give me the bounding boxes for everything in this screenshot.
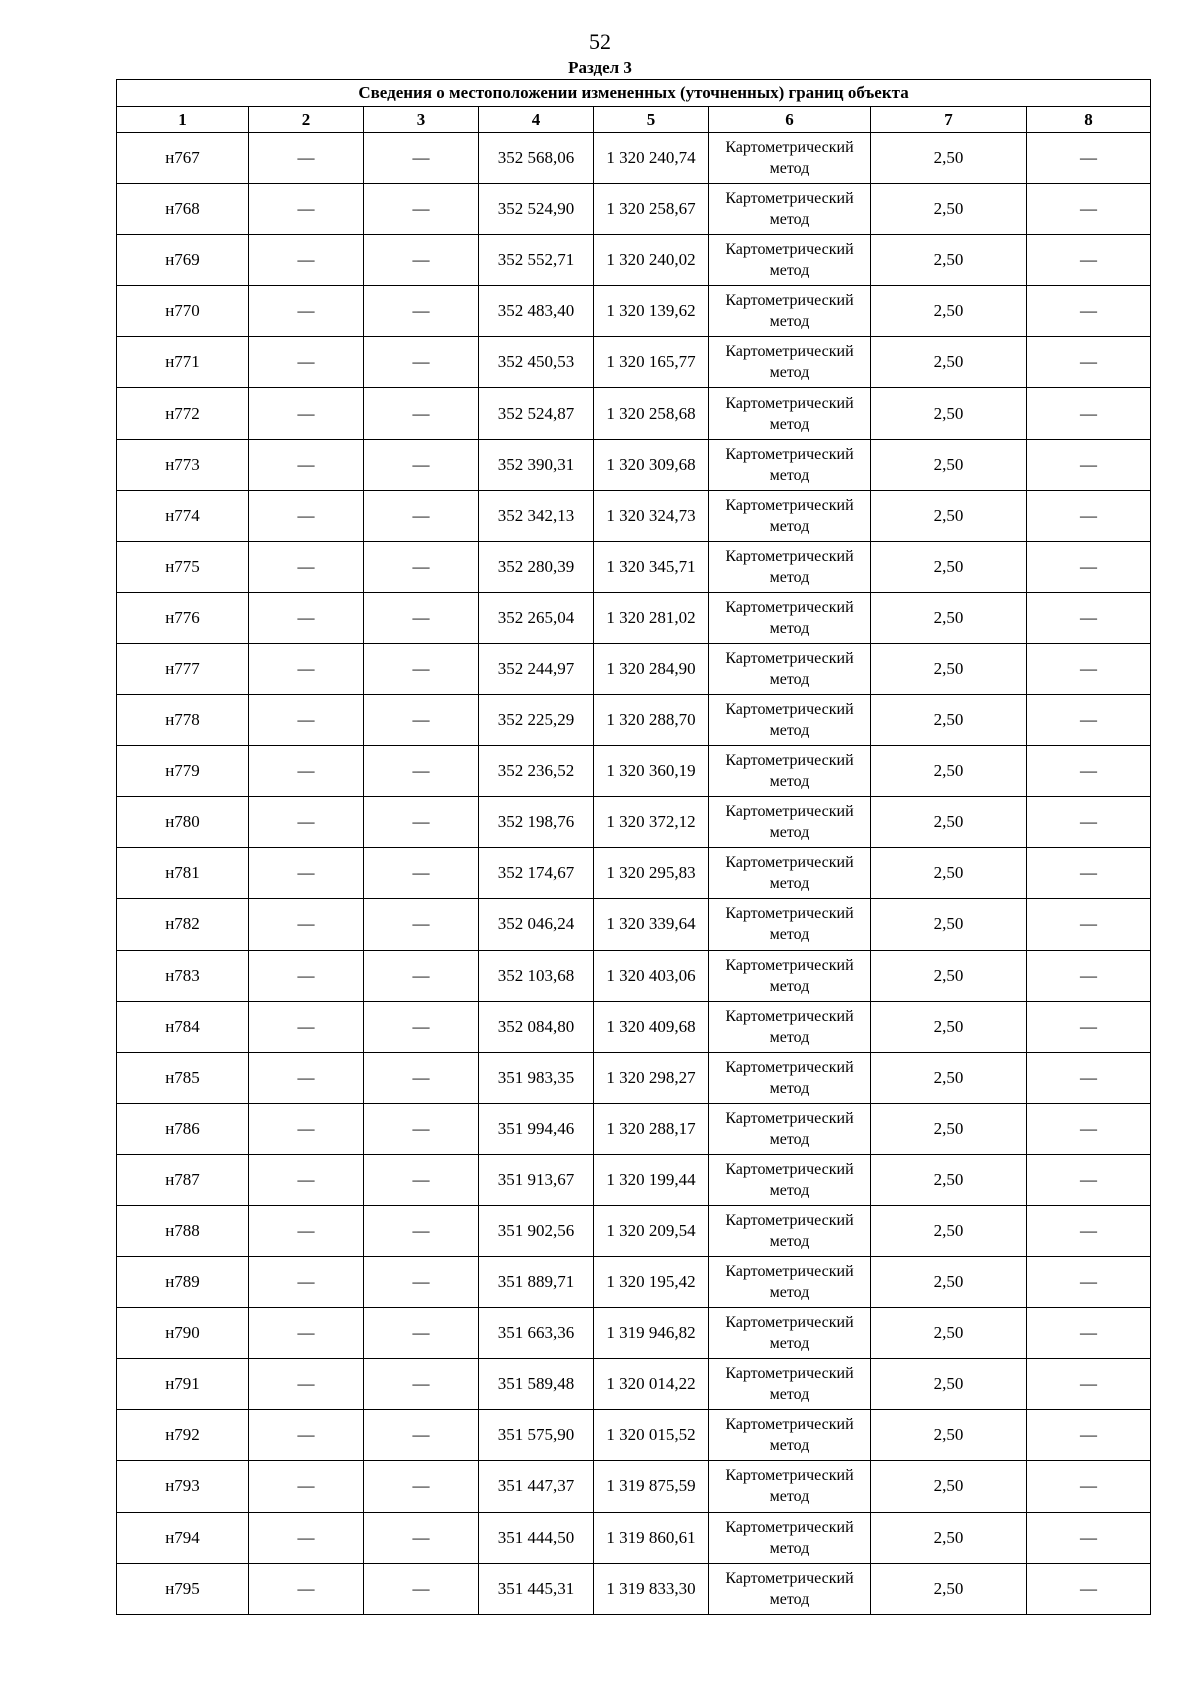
point-id-cell: н793: [117, 1461, 249, 1512]
method-cell: Картометрический метод: [709, 899, 871, 950]
column-2-cell: —: [249, 1052, 364, 1103]
column-3-cell: —: [364, 1563, 479, 1614]
y-coordinate-cell: 1 320 288,70: [594, 695, 709, 746]
method-cell: Картометрический метод: [709, 1205, 871, 1256]
y-coordinate-cell: 1 319 946,82: [594, 1308, 709, 1359]
x-coordinate-cell: 352 103,68: [479, 950, 594, 1001]
column-2-cell: —: [249, 746, 364, 797]
table-row: [117, 337, 1151, 388]
accuracy-cell: 2,50: [871, 950, 1027, 1001]
x-coordinate-cell: 352 174,67: [479, 848, 594, 899]
column-3-cell: —: [364, 1154, 479, 1205]
x-coordinate-cell: 351 994,46: [479, 1103, 594, 1154]
method-cell: Картометрический метод: [709, 695, 871, 746]
y-coordinate-cell: 1 320 240,02: [594, 235, 709, 286]
x-coordinate-cell: 351 444,50: [479, 1512, 594, 1563]
table-row: [117, 1461, 1151, 1512]
column-2-cell: —: [249, 592, 364, 643]
x-coordinate-cell: 352 552,71: [479, 235, 594, 286]
column-8-cell: —: [1027, 1052, 1151, 1103]
method-cell: Картометрический метод: [709, 592, 871, 643]
table-row: [117, 1154, 1151, 1205]
column-8-cell: —: [1027, 1205, 1151, 1256]
table-row: [117, 746, 1151, 797]
x-coordinate-cell: 352 524,87: [479, 388, 594, 439]
y-coordinate-cell: 1 320 014,22: [594, 1359, 709, 1410]
method-cell: Картометрический метод: [709, 1359, 871, 1410]
column-3-cell: —: [364, 950, 479, 1001]
point-id-cell: н775: [117, 541, 249, 592]
method-cell: Картометрический метод: [709, 541, 871, 592]
y-coordinate-cell: 1 320 288,17: [594, 1103, 709, 1154]
accuracy-cell: 2,50: [871, 1461, 1027, 1512]
accuracy-cell: 2,50: [871, 695, 1027, 746]
table-row: [117, 950, 1151, 1001]
column-2-cell: —: [249, 1257, 364, 1308]
point-id-cell: н779: [117, 746, 249, 797]
accuracy-cell: 2,50: [871, 1359, 1027, 1410]
method-cell: Картометрический метод: [709, 388, 871, 439]
accuracy-cell: 2,50: [871, 235, 1027, 286]
x-coordinate-cell: 352 390,31: [479, 439, 594, 490]
accuracy-cell: 2,50: [871, 592, 1027, 643]
accuracy-cell: 2,50: [871, 388, 1027, 439]
column-3-cell: —: [364, 235, 479, 286]
column-8-cell: —: [1027, 337, 1151, 388]
x-coordinate-cell: 352 568,06: [479, 133, 594, 184]
x-coordinate-cell: 351 575,90: [479, 1410, 594, 1461]
x-coordinate-cell: 352 450,53: [479, 337, 594, 388]
point-id-cell: н782: [117, 899, 249, 950]
section-title: Раздел 3: [568, 58, 632, 77]
point-id-cell: н773: [117, 439, 249, 490]
table-row: [117, 1512, 1151, 1563]
y-coordinate-cell: 1 320 345,71: [594, 541, 709, 592]
method-cell: Картометрический метод: [709, 1052, 871, 1103]
method-cell: Картометрический метод: [709, 643, 871, 694]
table-row: [117, 797, 1151, 848]
table-row: [117, 1001, 1151, 1052]
column-number-row: [117, 107, 1151, 133]
point-id-cell: н784: [117, 1001, 249, 1052]
point-id-cell: н769: [117, 235, 249, 286]
method-cell: Картометрический метод: [709, 1512, 871, 1563]
column-2-cell: —: [249, 184, 364, 235]
x-coordinate-cell: 352 244,97: [479, 643, 594, 694]
column-8-cell: —: [1027, 286, 1151, 337]
table-row: [117, 1052, 1151, 1103]
accuracy-cell: 2,50: [871, 133, 1027, 184]
method-cell: Картометрический метод: [709, 184, 871, 235]
y-coordinate-cell: 1 320 298,27: [594, 1052, 709, 1103]
column-number-8: 8: [1027, 107, 1151, 133]
y-coordinate-cell: 1 319 875,59: [594, 1461, 709, 1512]
y-coordinate-cell: 1 320 409,68: [594, 1001, 709, 1052]
accuracy-cell: 2,50: [871, 848, 1027, 899]
table-row: [117, 1257, 1151, 1308]
y-coordinate-cell: 1 320 209,54: [594, 1205, 709, 1256]
y-coordinate-cell: 1 320 195,42: [594, 1257, 709, 1308]
column-8-cell: —: [1027, 1563, 1151, 1614]
x-coordinate-cell: 351 445,31: [479, 1563, 594, 1614]
method-cell: Картометрический метод: [709, 133, 871, 184]
point-id-cell: н770: [117, 286, 249, 337]
column-2-cell: —: [249, 133, 364, 184]
x-coordinate-cell: 351 447,37: [479, 1461, 594, 1512]
y-coordinate-cell: 1 320 258,67: [594, 184, 709, 235]
column-8-cell: —: [1027, 1103, 1151, 1154]
table-row: [117, 235, 1151, 286]
accuracy-cell: 2,50: [871, 1563, 1027, 1614]
table-row: [117, 286, 1151, 337]
column-3-cell: —: [364, 1512, 479, 1563]
column-8-cell: —: [1027, 1410, 1151, 1461]
point-id-cell: н791: [117, 1359, 249, 1410]
column-number-6: 6: [709, 107, 871, 133]
x-coordinate-cell: 352 265,04: [479, 592, 594, 643]
column-3-cell: —: [364, 337, 479, 388]
column-3-cell: —: [364, 1359, 479, 1410]
page-number: 52: [589, 29, 611, 54]
column-3-cell: —: [364, 1205, 479, 1256]
column-8-cell: —: [1027, 1512, 1151, 1563]
point-id-cell: н785: [117, 1052, 249, 1103]
column-3-cell: —: [364, 643, 479, 694]
column-8-cell: —: [1027, 797, 1151, 848]
table-row: [117, 490, 1151, 541]
method-cell: Картометрический метод: [709, 337, 871, 388]
point-id-cell: н787: [117, 1154, 249, 1205]
y-coordinate-cell: 1 320 165,77: [594, 337, 709, 388]
method-cell: Картометрический метод: [709, 286, 871, 337]
point-id-cell: н792: [117, 1410, 249, 1461]
point-id-cell: н774: [117, 490, 249, 541]
x-coordinate-cell: 351 983,35: [479, 1052, 594, 1103]
table-row: [117, 184, 1151, 235]
point-id-cell: н781: [117, 848, 249, 899]
column-2-cell: —: [249, 388, 364, 439]
column-3-cell: —: [364, 797, 479, 848]
column-3-cell: —: [364, 899, 479, 950]
accuracy-cell: 2,50: [871, 1308, 1027, 1359]
column-3-cell: —: [364, 592, 479, 643]
column-8-cell: —: [1027, 592, 1151, 643]
point-id-cell: н795: [117, 1563, 249, 1614]
column-3-cell: —: [364, 1410, 479, 1461]
y-coordinate-cell: 1 320 324,73: [594, 490, 709, 541]
y-coordinate-cell: 1 319 833,30: [594, 1563, 709, 1614]
accuracy-cell: 2,50: [871, 1001, 1027, 1052]
table-row: [117, 1359, 1151, 1410]
x-coordinate-cell: 352 236,52: [479, 746, 594, 797]
column-3-cell: —: [364, 388, 479, 439]
x-coordinate-cell: 351 902,56: [479, 1205, 594, 1256]
column-2-cell: —: [249, 899, 364, 950]
point-id-cell: н778: [117, 695, 249, 746]
method-cell: Картометрический метод: [709, 1001, 871, 1052]
column-3-cell: —: [364, 1461, 479, 1512]
column-2-cell: —: [249, 286, 364, 337]
boundary-coordinates-table: [116, 79, 1151, 1615]
column-8-cell: —: [1027, 133, 1151, 184]
accuracy-cell: 2,50: [871, 1257, 1027, 1308]
accuracy-cell: 2,50: [871, 286, 1027, 337]
column-8-cell: —: [1027, 1257, 1151, 1308]
column-8-cell: —: [1027, 746, 1151, 797]
method-cell: Картометрический метод: [709, 848, 871, 899]
table-body: [117, 133, 1151, 1615]
y-coordinate-cell: 1 320 372,12: [594, 797, 709, 848]
x-coordinate-cell: 352 483,40: [479, 286, 594, 337]
accuracy-cell: 2,50: [871, 337, 1027, 388]
column-8-cell: —: [1027, 1461, 1151, 1512]
x-coordinate-cell: 351 663,36: [479, 1308, 594, 1359]
point-id-cell: н768: [117, 184, 249, 235]
column-2-cell: —: [249, 1001, 364, 1052]
y-coordinate-cell: 1 320 139,62: [594, 286, 709, 337]
column-8-cell: —: [1027, 899, 1151, 950]
accuracy-cell: 2,50: [871, 1205, 1027, 1256]
table-row: [117, 1410, 1151, 1461]
column-2-cell: —: [249, 235, 364, 286]
table-header: [117, 80, 1151, 133]
method-cell: Картометрический метод: [709, 1410, 871, 1461]
point-id-cell: н794: [117, 1512, 249, 1563]
column-2-cell: —: [249, 1512, 364, 1563]
column-2-cell: —: [249, 1308, 364, 1359]
y-coordinate-cell: 1 320 240,74: [594, 133, 709, 184]
column-3-cell: —: [364, 1052, 479, 1103]
table-row: [117, 1308, 1151, 1359]
method-cell: Картометрический метод: [709, 1461, 871, 1512]
point-id-cell: н788: [117, 1205, 249, 1256]
x-coordinate-cell: 352 280,39: [479, 541, 594, 592]
table-row: [117, 592, 1151, 643]
table-caption-row: [117, 80, 1151, 107]
accuracy-cell: 2,50: [871, 899, 1027, 950]
method-cell: Картометрический метод: [709, 1308, 871, 1359]
point-id-cell: н780: [117, 797, 249, 848]
column-2-cell: —: [249, 490, 364, 541]
x-coordinate-cell: 351 889,71: [479, 1257, 594, 1308]
accuracy-cell: 2,50: [871, 1410, 1027, 1461]
table-row: [117, 848, 1151, 899]
column-2-cell: —: [249, 1359, 364, 1410]
accuracy-cell: 2,50: [871, 490, 1027, 541]
point-id-cell: н776: [117, 592, 249, 643]
accuracy-cell: 2,50: [871, 1052, 1027, 1103]
column-number-3: 3: [364, 107, 479, 133]
accuracy-cell: 2,50: [871, 1103, 1027, 1154]
point-id-cell: н772: [117, 388, 249, 439]
column-8-cell: —: [1027, 388, 1151, 439]
column-number-5: 5: [594, 107, 709, 133]
method-cell: Картометрический метод: [709, 797, 871, 848]
x-coordinate-cell: 352 046,24: [479, 899, 594, 950]
accuracy-cell: 2,50: [871, 184, 1027, 235]
point-id-cell: н771: [117, 337, 249, 388]
column-3-cell: —: [364, 1308, 479, 1359]
column-2-cell: —: [249, 950, 364, 1001]
method-cell: Картометрический метод: [709, 1103, 871, 1154]
method-cell: Картометрический метод: [709, 235, 871, 286]
column-8-cell: —: [1027, 848, 1151, 899]
column-8-cell: —: [1027, 490, 1151, 541]
y-coordinate-cell: 1 320 309,68: [594, 439, 709, 490]
accuracy-cell: 2,50: [871, 797, 1027, 848]
column-2-cell: —: [249, 439, 364, 490]
accuracy-cell: 2,50: [871, 643, 1027, 694]
column-8-cell: —: [1027, 1154, 1151, 1205]
column-3-cell: —: [364, 1001, 479, 1052]
column-2-cell: —: [249, 643, 364, 694]
method-cell: Картометрический метод: [709, 950, 871, 1001]
column-2-cell: —: [249, 695, 364, 746]
column-3-cell: —: [364, 848, 479, 899]
method-cell: Картометрический метод: [709, 490, 871, 541]
column-3-cell: —: [364, 490, 479, 541]
column-number-2: 2: [249, 107, 364, 133]
method-cell: Картометрический метод: [709, 439, 871, 490]
column-2-cell: —: [249, 1154, 364, 1205]
column-8-cell: —: [1027, 541, 1151, 592]
point-id-cell: н789: [117, 1257, 249, 1308]
table-row: [117, 1103, 1151, 1154]
column-8-cell: —: [1027, 1359, 1151, 1410]
table-row: [117, 899, 1151, 950]
table-row: [117, 388, 1151, 439]
accuracy-cell: 2,50: [871, 1512, 1027, 1563]
y-coordinate-cell: 1 320 339,64: [594, 899, 709, 950]
y-coordinate-cell: 1 320 281,02: [594, 592, 709, 643]
column-3-cell: —: [364, 746, 479, 797]
column-2-cell: —: [249, 1563, 364, 1614]
table-row: [117, 1205, 1151, 1256]
table-row: [117, 439, 1151, 490]
accuracy-cell: 2,50: [871, 541, 1027, 592]
point-id-cell: н790: [117, 1308, 249, 1359]
point-id-cell: н786: [117, 1103, 249, 1154]
column-2-cell: —: [249, 1461, 364, 1512]
column-3-cell: —: [364, 1257, 479, 1308]
table-row: [117, 643, 1151, 694]
y-coordinate-cell: 1 320 360,19: [594, 746, 709, 797]
column-number-4: 4: [479, 107, 594, 133]
column-8-cell: —: [1027, 439, 1151, 490]
column-3-cell: —: [364, 541, 479, 592]
column-3-cell: —: [364, 1103, 479, 1154]
accuracy-cell: 2,50: [871, 1154, 1027, 1205]
column-3-cell: —: [364, 133, 479, 184]
x-coordinate-cell: 351 913,67: [479, 1154, 594, 1205]
y-coordinate-cell: 1 320 403,06: [594, 950, 709, 1001]
column-2-cell: —: [249, 541, 364, 592]
y-coordinate-cell: 1 320 284,90: [594, 643, 709, 694]
column-8-cell: —: [1027, 643, 1151, 694]
table-row: [117, 133, 1151, 184]
column-3-cell: —: [364, 184, 479, 235]
method-cell: Картометрический метод: [709, 746, 871, 797]
accuracy-cell: 2,50: [871, 439, 1027, 490]
x-coordinate-cell: 352 225,29: [479, 695, 594, 746]
point-id-cell: н777: [117, 643, 249, 694]
method-cell: Картометрический метод: [709, 1257, 871, 1308]
x-coordinate-cell: 352 524,90: [479, 184, 594, 235]
column-8-cell: —: [1027, 1308, 1151, 1359]
table-caption: Сведения о местоположении измененных (уточненных) границ объекта: [117, 80, 1151, 107]
y-coordinate-cell: 1 319 860,61: [594, 1512, 709, 1563]
column-3-cell: —: [364, 286, 479, 337]
y-coordinate-cell: 1 320 295,83: [594, 848, 709, 899]
y-coordinate-cell: 1 320 199,44: [594, 1154, 709, 1205]
x-coordinate-cell: 351 589,48: [479, 1359, 594, 1410]
table-row: [117, 541, 1151, 592]
column-8-cell: —: [1027, 695, 1151, 746]
column-8-cell: —: [1027, 184, 1151, 235]
x-coordinate-cell: 352 084,80: [479, 1001, 594, 1052]
x-coordinate-cell: 352 198,76: [479, 797, 594, 848]
method-cell: Картометрический метод: [709, 1154, 871, 1205]
column-3-cell: —: [364, 695, 479, 746]
column-2-cell: —: [249, 337, 364, 388]
point-id-cell: н783: [117, 950, 249, 1001]
column-2-cell: —: [249, 797, 364, 848]
column-8-cell: —: [1027, 950, 1151, 1001]
table-row: [117, 695, 1151, 746]
method-cell: Картометрический метод: [709, 1563, 871, 1614]
column-2-cell: —: [249, 1205, 364, 1256]
column-2-cell: —: [249, 848, 364, 899]
point-id-cell: н767: [117, 133, 249, 184]
y-coordinate-cell: 1 320 015,52: [594, 1410, 709, 1461]
column-2-cell: —: [249, 1410, 364, 1461]
accuracy-cell: 2,50: [871, 746, 1027, 797]
column-number-7: 7: [871, 107, 1027, 133]
column-number-1: 1: [117, 107, 249, 133]
column-8-cell: —: [1027, 235, 1151, 286]
column-2-cell: —: [249, 1103, 364, 1154]
column-8-cell: —: [1027, 1001, 1151, 1052]
x-coordinate-cell: 352 342,13: [479, 490, 594, 541]
table-row: [117, 1563, 1151, 1614]
column-3-cell: —: [364, 439, 479, 490]
y-coordinate-cell: 1 320 258,68: [594, 388, 709, 439]
